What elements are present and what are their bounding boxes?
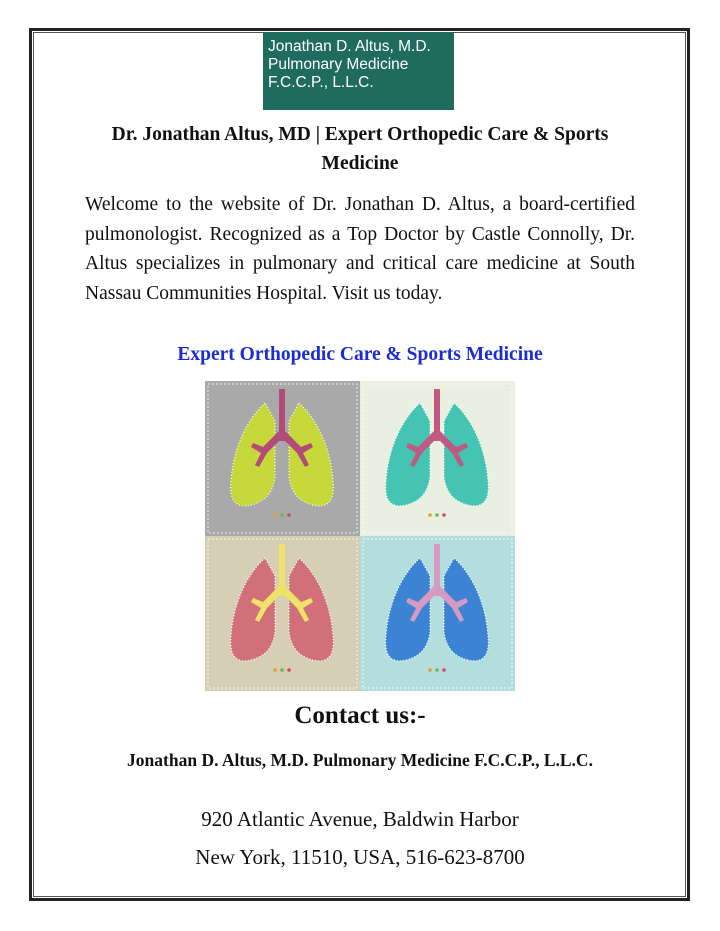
lungs-panel-gray-yellow [205,381,360,536]
specialty-link[interactable]: Expert Orthopedic Care & Sports Medicine [177,344,543,365]
logo-line-2: Pulmonary Medicine [268,56,409,73]
logo-line-3: F.C.C.P., L.L.C. [268,74,374,91]
intro-paragraph: Welcome to the website of Dr. Jonathan D. Altus, a board-certified pulmonologist. Recognized as a Top Doctor by Castle Connolly, Dr. Altus specializes in pulmonary and critical care medicine at South Nassau Communities Hospital. Visit us today. [85,194,635,304]
address-street: 920 Atlantic Avenue, Baldwin Harbor [201,807,519,831]
contact-practice-name: Jonathan D. Altus, M.D. Pulmonary Medicine F.C.C.P., L.L.C. [127,750,593,770]
lungs-panel-tan-red [205,536,360,691]
contact-heading: Contact us:- [294,702,426,729]
page-title: Dr. Jonathan Altus, MD | Expert Orthopedic Care & Sports Medicine [111,124,609,174]
clinic-logo [263,32,454,110]
logo-line-1: Jonathan D. Altus, M.D. [268,38,431,55]
lungs-panel-mint-teal [360,381,515,536]
lungs-illustration [205,381,515,691]
address-city-phone: New York, 11510, USA, 516-623-8700 [195,845,525,869]
lungs-panel-aqua-blue [360,536,515,691]
